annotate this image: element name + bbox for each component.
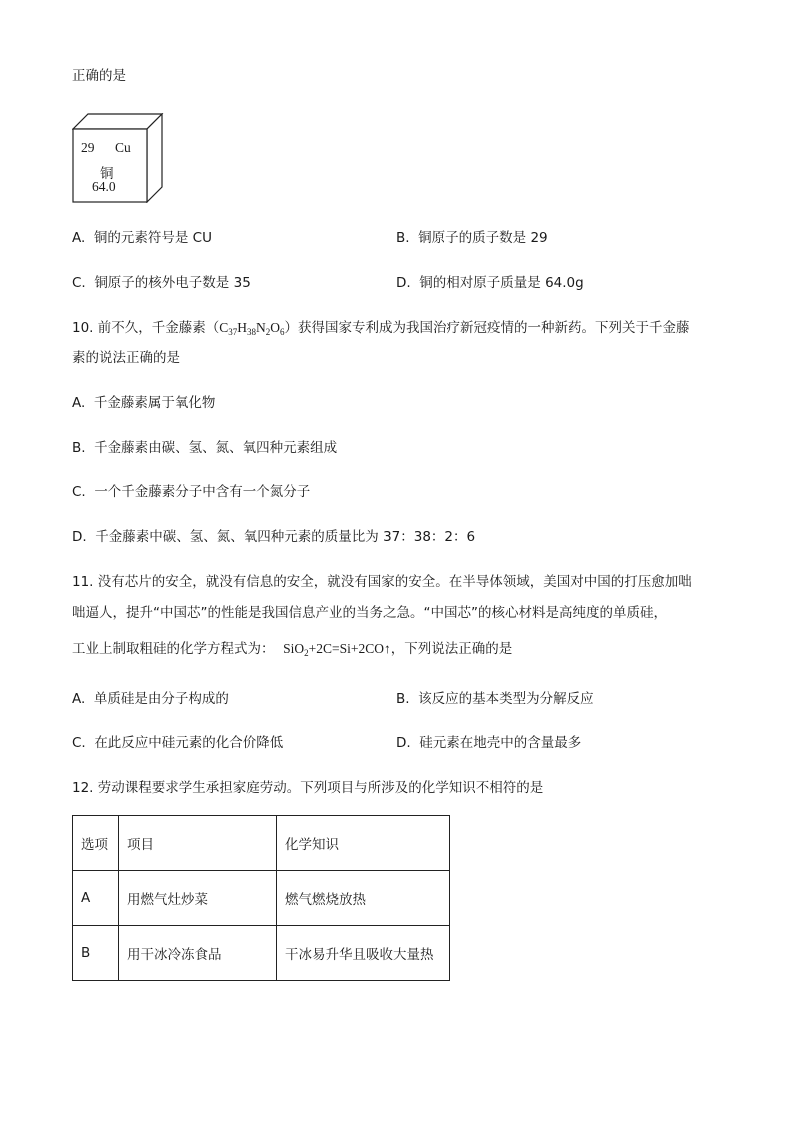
intro-text: 正确的是 [72, 68, 126, 84]
q10-option-c[interactable]: C. 一个千金藤素分子中含有一个氮分子 [72, 484, 311, 500]
q9-option-d[interactable]: D. 铜的相对原子质量是 64.0g [396, 275, 584, 291]
table-header-cell: 化学知识 [277, 816, 450, 871]
atomic-number: 29 [81, 140, 95, 155]
q11-stem-line1: 11. 没有芯片的安全，就没有信息的安全，就没有国家的安全。在半导体领域，美国对中国的打压愈加咄 [72, 574, 692, 590]
q9-option-b[interactable]: B. 铜原子的质子数是 29 [396, 230, 548, 246]
q12-number: 12. [72, 780, 94, 796]
table-cell: B [73, 926, 119, 981]
element-name: 铜 [100, 166, 114, 182]
q10-stem: 10. 前不久，千金藤素$(C_{37}H_{38}N_2O_6)$获得国家专利成为我国治疗新冠疫情的一种新药。下列关于千金藤 [72, 320, 690, 337]
table-cell: 干冰易升华且吸收大量热 [277, 926, 450, 981]
q11-number: 11. [72, 574, 94, 590]
table-header-row [73, 816, 450, 871]
q11-equation: SiO$_2$+2C=Si+2CO↑ [283, 641, 391, 658]
table-header-cell: 项目 [119, 816, 277, 871]
table-cell: 用燃气灶炒菜 [119, 871, 277, 926]
table-cell: 用干冰冷冻食品 [119, 926, 277, 981]
q10-option-b[interactable]: B. 千金藤素由碳、氢、氮、氧四种元素组成 [72, 440, 338, 456]
q11-option-d[interactable]: D. 硅元素在地壳中的含量最多 [396, 735, 582, 751]
cube-outline [72, 113, 164, 203]
table-cell: A [73, 871, 119, 926]
element-symbol: Cu [115, 140, 131, 155]
q10-option-a[interactable]: A. 千金藤素属于氧化物 [72, 395, 216, 411]
q10-formula: $C_{37}H_{38}N_2O_6$ [219, 320, 285, 337]
q11-option-b[interactable]: B. 该反应的基本类型为分解反应 [396, 691, 594, 707]
q11-option-a[interactable]: A. 单质硅是由分子构成的 [72, 691, 229, 707]
table-row [73, 926, 450, 981]
q11-stem-line2: 咄逼人，提升“中国芯”的性能是我国信息产业的当务之急。“中国芯”的核心材料是高纯度的单质硅， [72, 605, 667, 621]
table-header-cell: 选项 [73, 816, 119, 871]
q10-option-d[interactable]: D. 千金藤素中碳、氢、氮、氧四种元素的质量比为 37：38：2：6 [72, 529, 476, 545]
q11-option-c[interactable]: C. 在此反应中硅元素的化合价降低 [72, 735, 284, 751]
q9-option-a[interactable]: A. 铜的元素符号是 CU [72, 230, 212, 246]
atomic-mass: 64.0 [92, 179, 116, 194]
q12-stem: 12. 劳动课程要求学生承担家庭劳动。下列项目与所涉及的化学知识不相符的是 [72, 780, 544, 796]
q10-number: 10. [72, 320, 94, 336]
table-cell: 燃气燃烧放热 [277, 871, 450, 926]
q11-stem-line3: 工业上制取粗硅的化学方程式为： SiO$_2$+2C=Si+2CO↑，下列说法正确的是 [72, 641, 513, 658]
knowledge-table [72, 815, 450, 981]
q9-option-c[interactable]: C. 铜原子的核外电子数是 35 [72, 275, 251, 291]
q10-stem-line2: 素的说法正确的是 [72, 350, 180, 366]
element-card [72, 113, 164, 203]
table-row [73, 871, 450, 926]
